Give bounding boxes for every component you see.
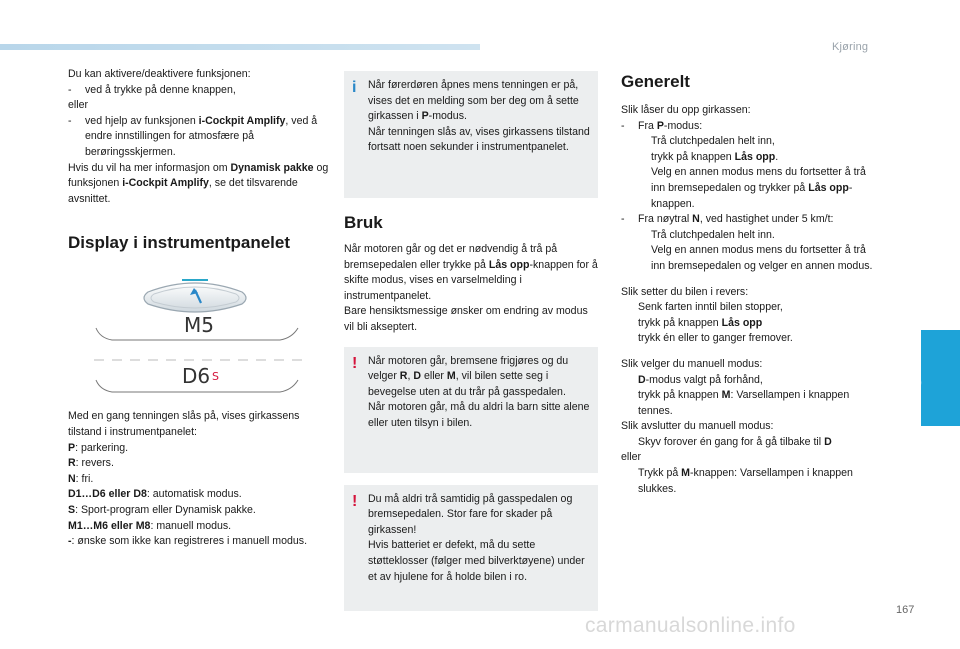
manual-intro: Slik velger du manuell modus: (621, 357, 763, 370)
list-item: Senk farten inntil bilen stopper, (638, 301, 783, 314)
gear-drive: D1…D6 eller D8: automatisk modus. (68, 488, 242, 501)
instrument-display-illustration (90, 276, 330, 400)
section-heading: Generelt (621, 72, 690, 91)
warning-icon: ! (352, 354, 358, 372)
section-heading: Bruk (344, 213, 383, 232)
gear-manual: M1…M6 eller M8: manuell modus. (68, 519, 232, 532)
list-item: Trykk på M-knappen: Varsellampen i knappen slukkes. (638, 467, 853, 495)
list-item: - Fra P-modus: (621, 119, 703, 132)
list-subitem: Trå clutchpedalen helt inn. (651, 228, 775, 241)
section-title: Kjøring (832, 41, 869, 53)
watermark: carmanualsonline.info (585, 614, 796, 637)
list-item: - ved å trykke på denne knappen, (68, 83, 236, 96)
warning-box (344, 347, 598, 473)
info-box (344, 71, 598, 198)
list-item: trykk én eller to ganger fremover. (638, 332, 793, 345)
warning-text-2: Når motoren går, må du aldri la barn sitte alene eller uten tilsyn i bilen. (368, 401, 590, 429)
column-right (621, 71, 883, 497)
list-subitem: trykk på knappen Lås opp. (651, 150, 779, 163)
page-number: 167 (896, 604, 915, 616)
info-icon: i (352, 79, 357, 96)
usage-text-2: Bare hensiktsmessige ønsker om endring av modus vil bli akseptert. (344, 305, 588, 333)
gauge-gear-manual: M5 (184, 313, 214, 338)
or-text: eller (621, 451, 642, 464)
info-text: Når førerdøren åpnes mens tenningen er på, vises det en melding som ber deg om å sette girkassen i P-modus. (368, 79, 579, 123)
warning-icon: ! (352, 492, 358, 510)
reverse-intro: Slik setter du bilen i revers: (621, 285, 749, 298)
list-subitem: Trå clutchpedalen helt inn, (651, 135, 775, 148)
header-accent-bar (0, 44, 480, 50)
column-left (68, 67, 330, 550)
warning-text-2: Hvis batteriet er defekt, må du sette støtteklosser (følger med bilverktøyene) under et av hjulene for å holde bilen i ro. (368, 539, 585, 583)
warning-box (344, 485, 598, 611)
section-heading: Display i instrumentpanelet (68, 233, 290, 253)
warning-text: Du må aldri trå samtidig på gasspedalen og bremsepedalen. Stor fare for skader på girkassen! (368, 492, 573, 536)
gauge-gear-auto: D6 (182, 364, 211, 389)
gear-park: P: parkering. (68, 441, 129, 454)
more-info-text: Hvis du vil ha mer informasjon om Dynamisk pakke og funksjonen i-Cockpit Amplify, se det tilsvarende avsnittet. (68, 161, 329, 205)
unlock-intro: Slik låser du opp girkassen: (621, 104, 751, 116)
gear-sport: S: Sport-program eller Dynamisk pakke. (68, 503, 256, 516)
list-item: trykk på knappen M: Varsellampen i knappen tennes. (638, 389, 850, 417)
chapter-tab (921, 330, 960, 426)
list-item: Skyv forover én gang for å gå tilbake til D (638, 435, 832, 448)
display-description: Med en gang tenningen slås på, vises girkassens tilstand i instrumentpanelet: (68, 410, 300, 438)
intro-text: Du kan aktivere/deaktivere funksjonen: (68, 68, 251, 80)
gear-invalid: -: ønske som ikke kan registreres i manuell modus. (68, 535, 308, 548)
chapter-number: 6 (891, 344, 924, 409)
list-item: D-modus valgt på forhånd, (638, 373, 763, 386)
list-item: - Fra nøytral N, ved hastighet under 5 km/t: (621, 213, 834, 226)
warning-text: Når motoren går, bremsene frigjøres og du velger R, D eller M, vil bilen sette seg i bevegelse uten at du trår på gasspedalen. (368, 354, 569, 398)
gauge-sport-indicator: S (212, 370, 219, 384)
gear-reverse: R: revers. (68, 457, 114, 470)
column-middle (344, 71, 598, 611)
manual-exit-intro: Slik avslutter du manuell modus: (621, 420, 774, 433)
list-subitem: Velg en annen modus mens du fortsetter å trå inn bremsepedalen og trykker på Lås opp-knappen. (651, 166, 866, 210)
info-text-2: Når tenningen slås av, vises girkassens tilstand fortsatt noen sekunder i instrumentpanelet. (368, 125, 590, 154)
list-item: - ved hjelp av funksjonen i-Cockpit Amplify, ved å endre innstillingen for atmosfære på berøringsskjermen. (68, 114, 318, 158)
or-text: eller (68, 99, 89, 112)
gear-neutral: N: fri. (68, 472, 94, 485)
list-subitem: Velg en annen modus mens du fortsetter å trå inn bremsepedalen og velger en annen modus. (651, 244, 873, 272)
list-item: trykk på knappen Lås opp (638, 316, 763, 329)
usage-text: Når motoren går og det er nødvendig å trå på bremsepedalen eller trykke på Lås opp-knappen for å skifte modus, vises en varselmelding i instrumentpanelet. (344, 243, 598, 302)
